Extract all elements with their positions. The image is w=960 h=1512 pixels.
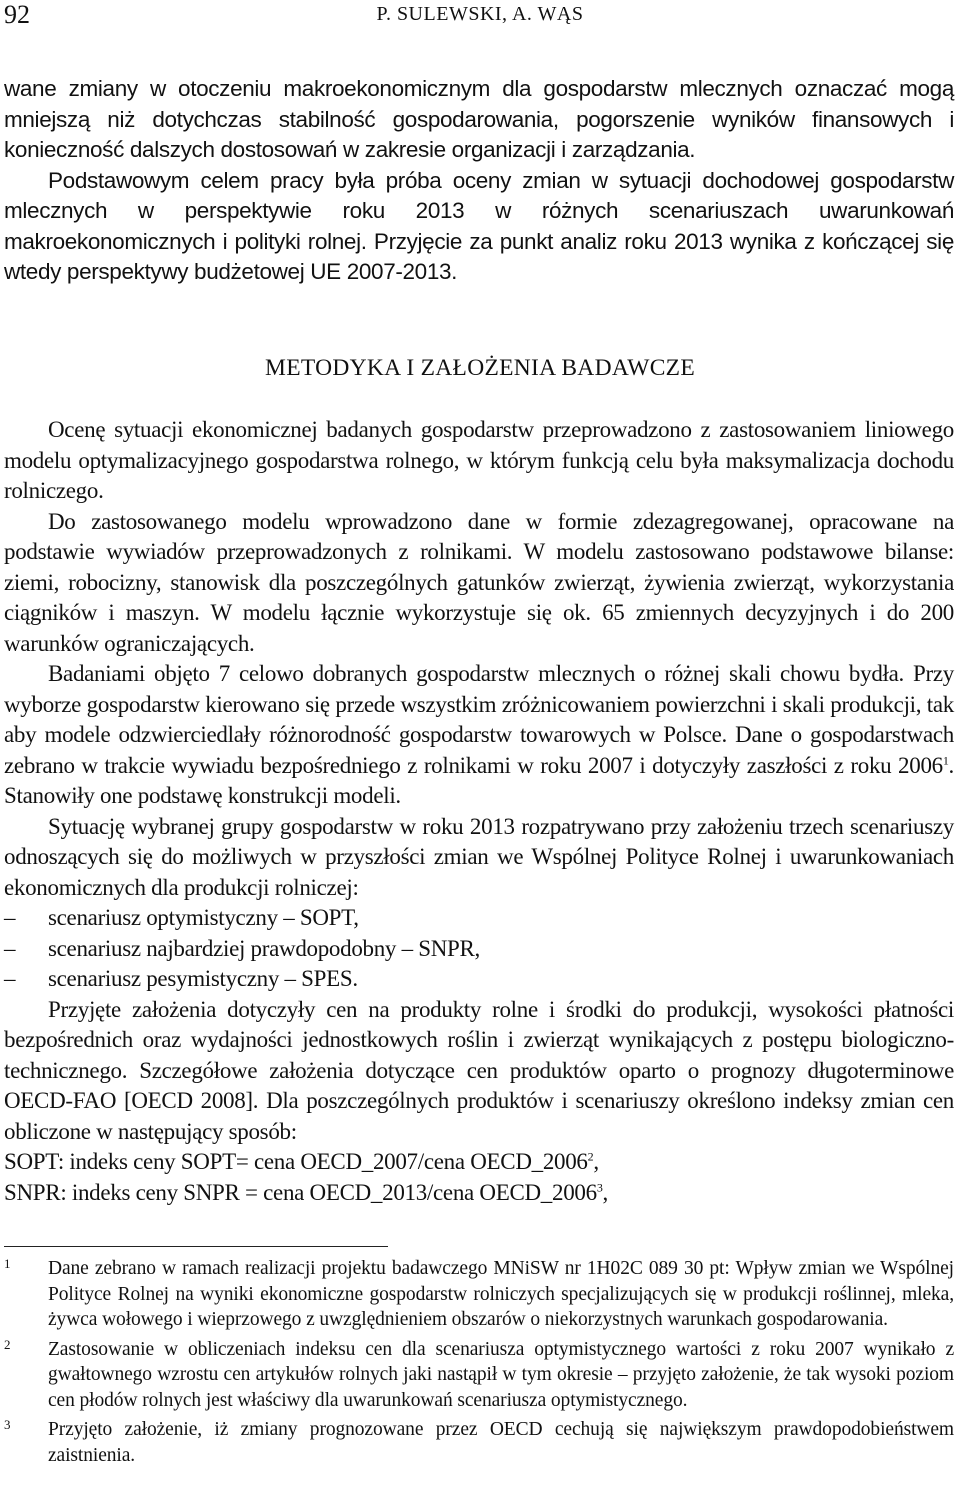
formula-sopt-text: SOPT: indeks ceny SOPT= cena OECD_2007/cena OECD_2006	[4, 1149, 588, 1174]
dash-bullet: –	[4, 935, 16, 961]
scenario-label: scenariusz pesymistyczny – SPES.	[48, 966, 358, 991]
scenario-label: scenariusz najbardziej prawdopodobny – SNPR,	[48, 935, 481, 961]
body-paragraph-3	[4, 659, 954, 812]
intro-paragraph-continued: wane zmiany w otoczeniu makroekonomicznym dla gospodarstw mlecznych oznaczać mogą mniejszą niż dotychczas stabilność gospodarowania, pogorszenie wyników finansowych i konieczność dalszych dostosowań w zakresie organizacji i zarządzania.	[4, 76, 954, 162]
footnote-1	[4, 1256, 954, 1333]
scenario-list-item	[4, 934, 954, 965]
section-heading: METODYKA I ZAŁOŻENIA BADAWCZE	[265, 355, 695, 381]
footnote-number: 3	[4, 1417, 11, 1432]
page-number: 92	[4, 0, 30, 29]
scenario-list-item	[4, 964, 954, 995]
footnote-ref-3[interactable]: 3	[596, 1179, 603, 1194]
formula-snpr	[4, 1178, 954, 1209]
footnote-text: Dane zebrano w ramach realizacji projektu badawczego MNiSW nr 1H02C 089 30 pt: Wpływ zmian we Wspólnej Polityce Rolnej na wyniki ekonomiczne gospodarstw rolniczych specjalizujących się w produkcji roślinnej, mleka, żywca wołowego i wieprzowego z uwzględnieniem obszarów o niekorzystnych warunkach gospodarowania.	[48, 1258, 954, 1330]
footnote-number: 1	[4, 1256, 11, 1271]
body-paragraph-4: Sytuację wybranej grupy gospodarstw w roku 2013 rozpatrywano przy założeniu trzech scenariuszy odnoszących się do możliwych w przyszłości zmian we Wspólnej Polityce Rolnej i uwarunkowaniach ekonomicznych dla produkcji rolniczej:	[4, 813, 954, 900]
intro-paragraph-aim: Podstawowym celem pracy była próba oceny zmian w sytuacji dochodowej gospodarstw mlecznych w perspektywie roku 2013 w różnych scenariuszach uwarunkowań makroekonomicznych i polityki rolnej. Przyjęcie za punkt analiz roku 2013 wynika z kończącej się wtedy perspektywy budżetowej UE 2007-2013.	[4, 167, 954, 284]
body-paragraph-5: Przyjęte założenia dotyczyły cen na produkty rolne i środki do produkcji, wysokości płatności bezpośrednich oraz wydajności jednostkowych roślin i zwierząt wynikających z postępu biologiczno-technicznego. Szczegółowe założenia dotyczące cen produktów oparto o prognozy długoterminowe OECD-FAO [OECD 2008]. Dla poszczególnych produktów i scenariuszy określono indeksy zmian cen obliczone w następujący sposób:	[4, 996, 954, 1144]
footnote-ref-2[interactable]: 2	[587, 1149, 594, 1164]
formula-sopt-comma: ,	[593, 1149, 599, 1174]
body-paragraph-2: Do zastosowanego modelu wprowadzono dane w formie zdezagregowanej, opracowane na podstawie wywiadów przeprowadzonych z rolnikami. W modelu zastosowano podstawowe bilanse: ziemi, robocizny, stanowisk dla poszczególnych gatunków zwierząt, żywienia zwierząt, wykorzystania ciągników i maszyn. W modelu łącznie wykorzystuje się ok. 65 zmiennych decyzyjnych i do 200 warunków ograniczających.	[4, 508, 954, 656]
body-paragraph-3-text: Badaniami objęto 7 celowo dobranych gospodarstw mlecznych o różnej skali chowu bydła. Przy wyborze gospodarstw kierowano się przede wszystkim zróżnicowaniem powierzchni i skali produkcji, tak aby modele odzwierciedlały różnorodność gospodarstw towarowych w Polsce. Dane o gospodarstwach zebrano w trakcie wywiadu bezpośredniego z rolnikami w roku 2007 i dotyczyły zaszłości z roku 2006	[4, 661, 954, 778]
footnote-divider	[4, 1246, 388, 1247]
footnote-text: Zastosowanie w obliczeniach indeksu cen dla scenariusza optymistycznego wartości z roku 2007 wynikało z gwałtownego wzrostu cen artykułów rolnych jaki nastąpił w tym okresie – przyjęto założenie, że tak wysoki poziom cen płodów rolnych jest właściwy dla uwarunkowań scenariusza optymistycznego.	[48, 1338, 954, 1411]
formula-snpr-comma: ,	[602, 1179, 608, 1205]
scenario-label: scenariusz optymistyczny – SOPT,	[48, 905, 359, 930]
body-paragraph-3-end: . Stanowiły one podstawę konstrukcji modeli.	[4, 752, 954, 808]
footnote-3	[4, 1417, 954, 1468]
page-header	[0, 0, 960, 30]
footnotes	[4, 1256, 954, 1472]
footnote-2	[4, 1337, 954, 1414]
footnote-ref-1[interactable]: 1	[942, 752, 949, 767]
formula-sopt	[4, 1147, 954, 1178]
scenario-list-item	[4, 903, 954, 934]
formula-snpr-text: SNPR: indeks ceny SNPR = cena OECD_2013/cena OECD_2006	[4, 1179, 597, 1205]
dash-bullet: –	[4, 966, 16, 991]
body-paragraph-1: Ocenę sytuacji ekonomicznej badanych gospodarstw przeprowadzono z zastosowaniem liniowego modelu optymalizacyjnego gospodarstwa rolnego, w którym funkcją celu była maksymalizacja dochodu rolniczego.	[4, 417, 954, 503]
footnote-text: Przyjęto założenie, iż zmiany prognozowane przez OECD cechują się największym prawdopodobieństwem zaistnienia.	[48, 1419, 954, 1466]
running-head-authors: P. SULEWSKI, A. WĄS	[376, 3, 584, 25]
footnote-number: 2	[4, 1336, 11, 1352]
dash-bullet: –	[4, 905, 16, 930]
intro-text	[4, 74, 954, 288]
methodology-body	[4, 415, 954, 1208]
